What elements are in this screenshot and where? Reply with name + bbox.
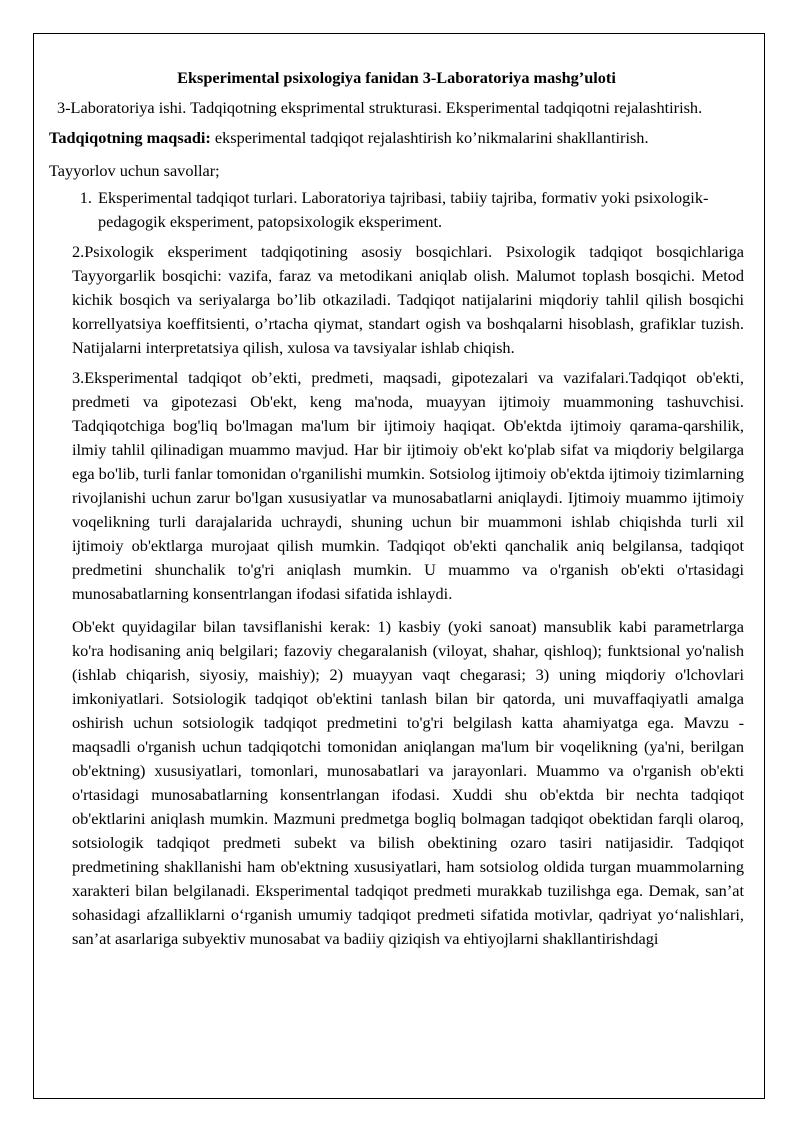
goal-label: Tadqiqotning maqsadi:	[49, 128, 211, 147]
paragraph-stages: 2.Psixologik eksperiment tadqiqotining asosiy bosqichlari. Psixologik tadqiqot bosqichlariga Tayyorgarlik bosqichi: vazifa, faraz va metodikani aniqlab olish. Malumot toplash bosqichi. Metod kichik bosqich va seriyalarga bo’lib otkaziladi. Tadqiqot natijalarini miqdoriy tahlil qilish bosqichi korrellyatsiya koeffitsienti, o’rtacha qiymat, standart ogish va boshqalarni hisoblash, grafiklar tuzish. Natijalarni interpretatsiya qilish, xulosa va tavsiyalar ishlab chiqish.	[72, 242, 744, 357]
paragraph-characteristics: Ob'ekt quyidagilar bilan tavsiflanishi kerak: 1) kasbiy (yoki sanoat) mansublik kabi parametrlarga ko'ra hodisaning aniq belgilari; fazoviy chegaralanish (viloyat, shahar, qishloq); funktsional yo'nalish (ishlab chiqarish, siyosiy, maishiy); 2) muayyan vaqt chegarasi; 3) uning miqdoriy o'lchovlari imkoniyatlari. Sotsiologik tadqiqot ob'ektini tanlash bilan bir qatorda, uni muvaffaqiyatli amalga oshirish uchun sotsiologik tadqiqot predmetini to'g'ri belgilash katta ahamiyatga ega. Mavzu - maqsadli o'rganish uchun tadqiqotchi tomonidan aniqlangan ma'lum bir voqelikning (ya'ni, berilgan ob'ektning) xususiyatlari, tomonlari, munosabatlari va jarayonlari. Muammo va o'rganish ob'ekti o'rtasidagi munosabatlarning konsentrlangan ifodasi. Xuddi shu ob'ektda bir nechta tadqiqot ob'ektlarini aniqlash mumkin. Mazmuni predmetga bogliq bolmagan tadqiqot obektidan farqli olaroq, sotsiologik tadqiqot predmeti subekt va bilish obektining ozaro tasiri natijasidir. Tadqiqot predmetining shakllanishi ham ob'ektning xususiyatlari, ham sotsiolog oldida turgan muammolarning xarakteri bilan belgilanadi. Eksperimental tadqiqot predmeti murakkab tuzilishga ega. Demak, san’at sohasidagi afzalliklarni o‘rganish umumiy tadqiqot predmeti sifatida motivlar, qadriyat yo‘nalishlari, san’at asarlariga subyektiv munosabat va badiiy qiziqish va ehtiyojlarni shakllantirishdagi	[72, 617, 744, 948]
document-body	[49, 66, 744, 951]
paragraph-object: 3.Eksperimental tadqiqot ob’ekti, predmeti, maqsadi, gipotezalari va vazifalari.Tadqiqot ob'ekti, predmeti va gipotezasi Ob'ekt, keng ma'noda, muayyan ijtimoiy muammoning tashuvchisi. Tadqiqotchiga bog'liq bo'lmagan ma'lum bir ijtimoiy haqiqat. Ob'ektda ijtimoiy qarama-qarshilik, ilmiy tahlil qilinadigan muammo mavjud. Har bir ijtimoiy ob'ekt ko'plab sifat va miqdoriy belgilarga ega bo'lib, turli fanlar tomonidan o'rganilishi mumkin. Sotsiolog ijtimoiy ob'ektda ijtimoiy tizimlarning rivojlanishi uchun zarur bo'lgan xususiyatlar va munosabatlarni aniqlaydi. Ijtimoiy muammo ijtimoiy voqelikning turli darajalarida uchraydi, shuning uchun bir muammoni ishlab chiqishda turli xil ijtimoiy ob'ektlarga murojaat qilish mumkin. Tadqiqot ob'ekti qanchalik aniq belgilansa, tadqiqot predmetini shunchalik to'g'ri aniqlash mumkin. U muammo va o'rganish ob'ekti o'rtasidagi munosabatlarning konsentrlangan ifodasi sifatida ishlaydi.	[72, 368, 744, 603]
list-item: 1. Eksperimental tadqiqot turlari. Laboratoriya tajribasi, tabiiy tajriba, formativ yoki psixologik-pedagogik eksperiment, patopsixologik eksperiment.	[96, 186, 744, 234]
question-list	[49, 186, 744, 234]
prep-heading: Tayyorlov uchun savollar;	[49, 161, 220, 180]
intro-paragraph: 3-Laboratoriya ishi. Tadqiqotning eksprimental strukturasi. Eksperimental tadqiqotni rejalashtirish.	[57, 98, 703, 117]
goal-text: eksperimental tadqiqot rejalashtirish ko’nikmalarini shakllantirish.	[210, 128, 649, 147]
goal-paragraph	[49, 126, 744, 150]
document-title: Eksperimental psixologiya fanidan 3-Laboratoriya mashg’uloti	[177, 68, 616, 87]
